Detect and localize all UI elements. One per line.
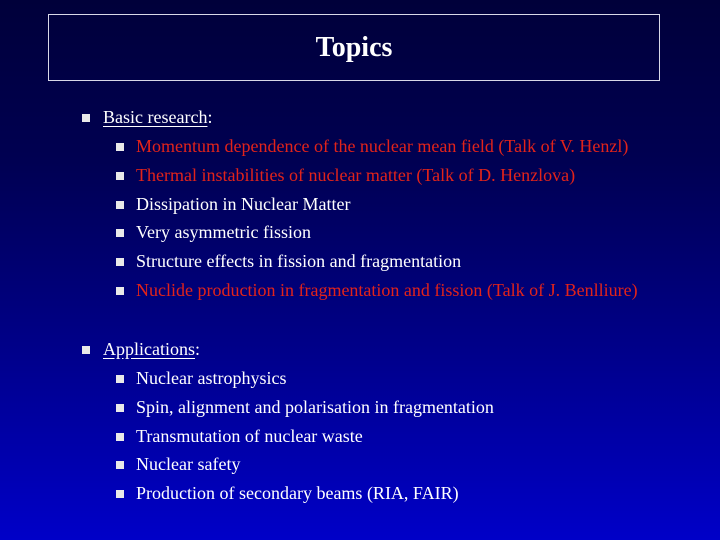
list-item-text: Transmutation of nuclear waste: [136, 425, 363, 446]
list-item-text: Nuclear safety: [136, 454, 241, 475]
slide-title: Topics: [315, 31, 393, 63]
list-item-text: Dissipation in Nuclear Matter: [136, 193, 351, 214]
square-bullet-icon: [82, 346, 90, 354]
list-item: [116, 165, 638, 194]
list-item-text: Structure effects in fission and fragmentation: [136, 251, 462, 272]
list-item-text: Nuclear astrophysics: [136, 368, 287, 388]
basic-research-list: [82, 136, 638, 309]
square-bullet-icon: [116, 433, 124, 441]
square-bullet-icon: [116, 490, 124, 498]
square-bullet-icon: [116, 172, 124, 180]
square-bullet-icon: [116, 229, 124, 237]
section-heading: [82, 107, 638, 136]
section-heading-suffix: :: [195, 339, 201, 359]
section-basic-research: [82, 107, 638, 309]
list-item: [116, 426, 494, 455]
square-bullet-icon: [116, 258, 124, 266]
list-item: [116, 194, 638, 223]
list-item-text: Production of secondary beams (RIA, FAIR): [136, 483, 459, 504]
list-item: [116, 251, 638, 280]
square-bullet-icon: [116, 201, 124, 209]
section-applications: [82, 339, 494, 512]
list-item-text: Very asymmetric fission: [136, 222, 311, 243]
list-item: [116, 397, 494, 426]
list-item: [116, 454, 494, 483]
list-item: [116, 368, 494, 397]
list-item-text: Momentum dependence of the nuclear mean field (Talk of V. Henzl): [136, 136, 629, 156]
section-heading: [82, 339, 494, 368]
list-item-text: Spin, alignment and polarisation in fragmentation: [136, 396, 494, 417]
list-item: [116, 222, 638, 251]
square-bullet-icon: [116, 143, 124, 151]
section-heading-label: Applications: [103, 339, 195, 359]
square-bullet-icon: [116, 404, 124, 412]
square-bullet-icon: [116, 461, 124, 469]
section-heading-suffix: :: [207, 107, 213, 127]
list-item: [116, 483, 494, 512]
list-item-text: Nuclide production in fragmentation and fission (Talk of J. Benlliure): [136, 279, 638, 300]
square-bullet-icon: [116, 375, 124, 383]
list-item: [116, 136, 638, 165]
section-heading-label: Basic research: [103, 107, 208, 127]
applications-list: [82, 368, 494, 512]
square-bullet-icon: [116, 287, 124, 295]
title-box: [48, 14, 660, 81]
list-item-text: Thermal instabilities of nuclear matter (Talk of D. Henzlova): [136, 164, 576, 185]
list-item: [116, 280, 638, 309]
square-bullet-icon: [82, 114, 90, 122]
